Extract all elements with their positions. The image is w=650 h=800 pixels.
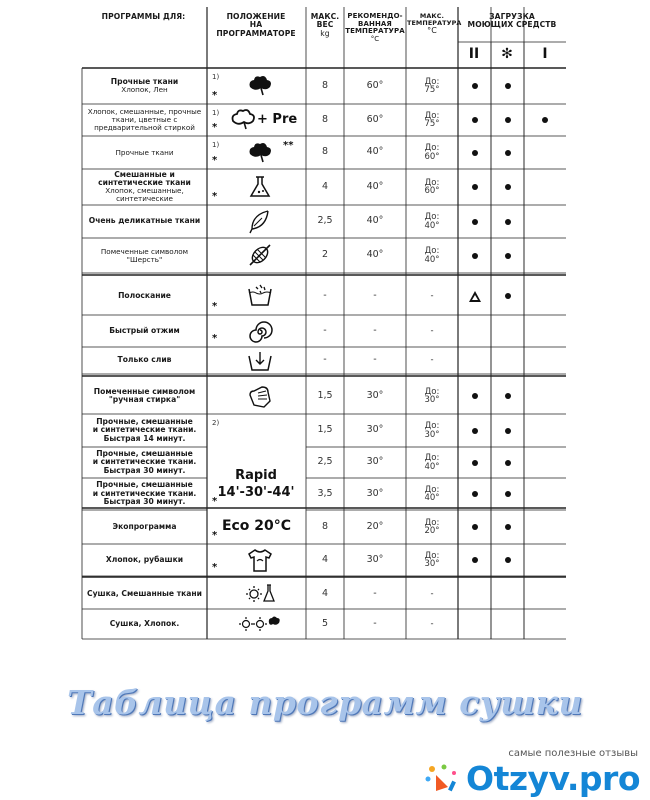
asterisk-mark: *	[212, 90, 218, 101]
max-weight-value: 8	[321, 520, 329, 532]
detergent-d1-cell	[524, 238, 566, 273]
dot-mark	[472, 117, 478, 123]
program-name	[82, 169, 207, 205]
detergent-ds-cell	[491, 579, 524, 609]
header-position-line2: НА	[249, 20, 263, 30]
detergent-d1-cell	[524, 447, 566, 478]
rec-temp-value: 60°	[366, 79, 384, 91]
dot-mark	[472, 393, 478, 399]
max-temp-value	[406, 277, 458, 315]
max-temp-prefix: До:	[424, 484, 440, 495]
rec-temp-value: 40°	[366, 249, 384, 261]
header-rec-temp	[344, 13, 406, 44]
rec-temp-value: 30°	[366, 424, 384, 436]
max-temp-prefix: До:	[424, 143, 440, 153]
max-temp-value	[406, 104, 458, 136]
softener-icon: ✻	[501, 46, 513, 62]
program-name	[82, 104, 207, 136]
program-name	[82, 414, 207, 447]
triangle-mark	[469, 291, 481, 302]
max-temp-prefix: -	[430, 355, 434, 366]
rec-temp-value: -	[373, 587, 377, 599]
header-weight-line2: ВЕС	[316, 20, 334, 30]
max-temp-prefix: До:	[424, 550, 440, 561]
detergent-d2-cell	[458, 447, 491, 478]
detergent-d1-cell	[524, 169, 566, 205]
detergent-ds-cell	[491, 447, 524, 478]
watermark-tagline: самые полезные отзывы	[508, 748, 638, 759]
max-weight-value: 5	[321, 617, 329, 629]
program-name	[82, 347, 207, 374]
footnote-mark: 1)	[212, 109, 220, 117]
rec-temp-value: -	[373, 289, 377, 301]
max-temp-prefix: До:	[424, 76, 440, 87]
detergent-d2-cell	[458, 315, 491, 347]
max-temp-prefix: До:	[424, 421, 440, 431]
detergent-d1-cell	[524, 68, 566, 104]
detergent-ds-cell	[491, 136, 524, 169]
max-temp-number: 40°	[424, 493, 440, 503]
rec-temp-value: 40°	[366, 146, 384, 158]
asterisk-mark: *	[212, 301, 218, 312]
program-name-main: Сушка, Смешанные ткани	[87, 588, 202, 598]
detergent-d1-cell	[524, 205, 566, 238]
caption-title: Таблица программ сушки	[67, 683, 583, 722]
max-temp-value	[406, 136, 458, 169]
prewash-label: + Pre	[257, 112, 298, 127]
footnote-mark: 1)	[212, 141, 220, 149]
max-temp-prefix: До:	[424, 453, 440, 463]
max-weight-value: 2,5	[317, 456, 333, 468]
dot-mark	[542, 117, 548, 123]
program-name	[82, 510, 207, 544]
dot-mark	[472, 83, 478, 89]
max-temp-value	[406, 347, 458, 374]
detergent-ds-cell	[491, 277, 524, 315]
cotton-icon	[229, 107, 257, 133]
header-detergent-line1: ЗАГРУЗКА	[489, 12, 535, 21]
program-name-line2: и синтетические ткани.	[92, 425, 197, 435]
program-name	[82, 378, 207, 414]
detergent-ds-cell	[491, 414, 524, 447]
detergent-d1-cell	[524, 136, 566, 169]
dot-mark	[505, 150, 511, 156]
watermark-logo	[422, 760, 640, 796]
dot-mark	[472, 253, 478, 259]
max-weight-value: 1,5	[317, 424, 333, 436]
feather-icon	[246, 209, 276, 235]
program-name-main: Только слив	[117, 355, 172, 365]
program-name-line3: Быстрая 14 минут.	[103, 433, 186, 443]
max-temp-value	[406, 510, 458, 544]
max-temp-number: 40°	[424, 461, 440, 472]
detergent-d1-cell	[524, 544, 566, 576]
detergent-ds-cell	[491, 68, 524, 104]
detergent-d1-cell	[524, 315, 566, 347]
program-name-main: Прочные ткани	[110, 76, 179, 86]
cotton-icon	[246, 73, 276, 99]
footnote-mark: 2)	[212, 419, 220, 427]
rec-temp-value: 30°	[366, 487, 384, 499]
program-name	[82, 315, 207, 347]
shirt-icon	[246, 547, 276, 573]
hand-icon	[246, 383, 276, 409]
detergent-ds-cell	[491, 347, 524, 374]
header-maxtemp-unit: °C	[427, 26, 437, 36]
max-temp-prefix: До:	[424, 386, 440, 397]
footnote-mark: 1)	[212, 73, 220, 81]
drain-icon	[246, 348, 276, 374]
max-temp-prefix: -	[430, 618, 434, 629]
max-temp-prefix: До:	[424, 177, 440, 188]
flask-icon	[246, 174, 276, 200]
detergent-ds-cell	[491, 205, 524, 238]
program-name-line2: "ручная стирка"	[108, 395, 181, 404]
program-name	[82, 579, 207, 609]
detergent-d2-cell	[458, 136, 491, 169]
max-temp-value	[406, 205, 458, 238]
program-name	[82, 277, 207, 315]
rapid-symbol	[208, 468, 304, 502]
rec-temp-value: 30°	[366, 456, 384, 468]
program-name	[82, 609, 207, 639]
rec-temp-value: 40°	[366, 180, 384, 192]
rec-temp-value: 40°	[366, 215, 384, 227]
detergent-d1-cell	[524, 510, 566, 544]
detergent-d1-cell	[524, 378, 566, 414]
header-weight-line1: МАКС.	[310, 12, 340, 21]
max-weight-value: 1,5	[317, 389, 333, 401]
detergent-ds-cell	[491, 478, 524, 510]
header-detergent	[458, 13, 566, 30]
program-name-sub: Прочные ткани	[115, 147, 174, 157]
dot-mark	[505, 293, 511, 299]
max-temp-value	[406, 609, 458, 639]
program-name-sub: Хлопок, смешанные, синтетические	[105, 186, 184, 204]
max-temp-number: 40°	[424, 220, 440, 231]
dot-mark	[472, 428, 478, 434]
program-name	[82, 136, 207, 169]
max-temp-prefix: До:	[424, 517, 440, 528]
max-weight-value: 3,5	[317, 487, 333, 499]
yarn-icon	[246, 243, 276, 269]
detergent-d1-cell	[524, 347, 566, 374]
header-maxtemp-line2: ТЕМПЕРАТУРА	[407, 19, 462, 28]
detergent-d2-cell	[458, 104, 491, 136]
header-position	[208, 13, 304, 38]
detergent-d2-cell	[458, 238, 491, 273]
rec-temp-value: 30°	[366, 389, 384, 401]
rapid-durations: 14'-30'-44'	[217, 484, 295, 500]
detergent-d1-cell	[524, 478, 566, 510]
max-temp-prefix: -	[430, 325, 434, 336]
rinse-icon	[246, 283, 276, 309]
header-rec-line2: ВАННАЯ	[358, 19, 392, 28]
detergent-d2-cell	[458, 347, 491, 374]
program-name	[82, 544, 207, 576]
max-temp-number: 60°	[424, 186, 440, 196]
detergent-ds-cell	[491, 510, 524, 544]
asterisk-mark: *	[212, 155, 218, 166]
max-temp-value	[406, 378, 458, 414]
program-name	[82, 478, 207, 510]
eco-label: Eco 20°C	[221, 518, 292, 534]
program-table	[80, 0, 566, 676]
max-temp-prefix: До:	[424, 110, 440, 121]
dot-mark	[505, 219, 511, 225]
header-max-weight	[307, 13, 343, 38]
detergent-d2-cell	[458, 510, 491, 544]
detergent-d2-cell	[458, 414, 491, 447]
dot-mark	[505, 557, 511, 563]
program-name-main: Полоскание	[118, 290, 171, 300]
dot-mark	[472, 150, 478, 156]
asterisk-mark: *	[212, 496, 218, 507]
header-detergent-line2: МОЮЩИХ СРЕДСТВ	[467, 20, 557, 30]
program-name-line3: Быстрая 30 минут.	[103, 497, 186, 507]
compartment-2-label: II	[468, 46, 480, 62]
detergent-ds-cell	[491, 315, 524, 347]
dot-mark	[505, 428, 511, 434]
max-weight-value: -	[323, 289, 327, 301]
header-rec-unit: °C	[370, 35, 380, 44]
confetti-icon	[422, 761, 466, 795]
max-temp-value	[406, 447, 458, 478]
rec-temp-value: 60°	[366, 113, 384, 125]
compartment-1-label: I	[542, 46, 548, 62]
dot-mark	[472, 184, 478, 190]
rapid-label: Rapid	[235, 468, 277, 483]
program-name-main: Прочные, смешанные	[96, 480, 193, 490]
header-position-line1: ПОЛОЖЕНИЕ	[226, 12, 286, 21]
dot-mark	[472, 524, 478, 530]
watermark-brand: Otzyv.pro	[466, 758, 640, 798]
max-temp-number: 75°	[424, 85, 440, 95]
program-name-main: Помеченные символом	[93, 386, 196, 396]
program-name-line2: и синтетические ткани.	[92, 488, 197, 498]
header-position-line3: ПРОГРАММАТОРЕ	[216, 28, 296, 38]
program-name-main: Экопрограмма	[112, 521, 177, 531]
max-temp-number: 30°	[424, 559, 440, 569]
detergent-ds-cell	[491, 169, 524, 205]
max-weight-value: -	[323, 354, 327, 366]
detergent-d2-cell	[458, 544, 491, 576]
program-name-main: Прочные, смешанные	[96, 448, 193, 458]
dot-mark	[505, 117, 511, 123]
max-weight-value: 8	[321, 79, 329, 91]
max-weight-value: -	[323, 324, 327, 336]
max-temp-prefix: -	[430, 290, 434, 301]
dry-cotton-icon	[239, 611, 283, 637]
dot-mark	[505, 83, 511, 89]
program-name	[82, 205, 207, 238]
detergent-d2-cell	[458, 68, 491, 104]
detergent-ds-cell	[491, 104, 524, 136]
header-programs: ПРОГРАММЫ ДЛЯ:	[101, 12, 186, 21]
program-name-main: Смешанные и синтетические ткани	[98, 169, 191, 188]
dry-mixed-icon	[246, 581, 276, 607]
max-temp-value	[406, 238, 458, 273]
max-temp-number: 40°	[424, 254, 440, 265]
rec-temp-value: 30°	[366, 553, 384, 565]
detergent-d2-cell	[458, 478, 491, 510]
detergent-d1-cell	[524, 414, 566, 447]
detergent-d2-cell	[458, 579, 491, 609]
max-weight-value: 2,5	[317, 215, 333, 227]
rec-temp-value: -	[373, 617, 377, 629]
dot-mark	[472, 557, 478, 563]
asterisk-mark: *	[212, 530, 218, 541]
cotton-icon	[246, 140, 276, 166]
dot-mark	[505, 460, 511, 466]
dot-mark	[472, 219, 478, 225]
program-name-main: Прочные, смешанные	[96, 416, 193, 426]
detergent-d1-cell	[524, 609, 566, 639]
dot-mark	[505, 184, 511, 190]
max-temp-value	[406, 68, 458, 104]
program-name-sub: Хлопок, смешанные, прочные ткани, цветные с предварительной стиркой	[87, 107, 202, 132]
program-name-line3: Быстрая 30 минут.	[103, 465, 186, 475]
program-name-main: Сушка, Хлопок.	[109, 618, 180, 628]
rec-temp-value: -	[373, 324, 377, 336]
header-rec-line1: РЕКОМЕНДО-	[347, 12, 403, 20]
program-name	[82, 68, 207, 104]
dot-mark	[505, 393, 511, 399]
max-weight-value: 8	[321, 146, 329, 158]
dot-mark	[472, 460, 478, 466]
max-weight-value: 4	[321, 553, 329, 565]
max-temp-number: 60°	[424, 151, 440, 162]
program-name-sub: Хлопок, Лен	[121, 85, 168, 95]
max-temp-prefix: До:	[424, 212, 440, 222]
max-temp-value	[406, 169, 458, 205]
max-temp-number: 20°	[424, 526, 440, 536]
header-rec-line3: ТЕМПЕРАТУРА	[345, 27, 405, 36]
detergent-ds-cell	[491, 544, 524, 576]
max-weight-value: 8	[321, 113, 329, 125]
asterisk-mark: *	[212, 191, 218, 202]
program-name-main: Хлопок, рубашки	[105, 554, 184, 564]
detergent-ds-cell	[491, 609, 524, 639]
program-name	[82, 447, 207, 478]
rec-temp-value: -	[373, 354, 377, 366]
max-weight-value: 4	[321, 587, 329, 599]
double-asterisk-mark: **	[283, 140, 294, 151]
detergent-d1-cell	[524, 579, 566, 609]
max-temp-value	[406, 579, 458, 609]
max-temp-value	[406, 478, 458, 510]
header-maxtemp-line1: МАКС.	[419, 12, 445, 20]
asterisk-mark: *	[212, 122, 218, 133]
max-temp-value	[406, 414, 458, 447]
program-name-sub: Помеченные символом "Шерсть"	[100, 246, 189, 264]
header-weight-unit: kg	[320, 28, 330, 38]
max-temp-prefix: -	[430, 588, 434, 599]
max-weight-value: 4	[321, 180, 329, 192]
max-weight-value: 2	[321, 249, 329, 261]
detergent-d2-cell	[458, 169, 491, 205]
dot-mark	[505, 491, 511, 497]
max-temp-number: 75°	[424, 119, 440, 129]
program-name-line2: и синтетические ткани.	[92, 457, 197, 467]
detergent-d1-cell	[524, 104, 566, 136]
asterisk-mark: *	[212, 333, 218, 344]
max-temp-number: 30°	[424, 429, 440, 440]
max-temp-prefix: До:	[424, 246, 440, 256]
detergent-d2-cell	[458, 277, 491, 315]
dot-mark	[505, 253, 511, 259]
detergent-d2-cell	[458, 205, 491, 238]
detergent-d2-cell	[458, 609, 491, 639]
detergent-ds-cell	[491, 378, 524, 414]
header-max-temp	[407, 12, 462, 36]
max-temp-value	[406, 544, 458, 576]
program-name	[82, 238, 207, 273]
detergent-ds-cell	[491, 238, 524, 273]
program-name-main: Очень деликатные ткани	[88, 216, 201, 226]
dot-mark	[505, 524, 511, 530]
detergent-d2-cell	[458, 378, 491, 414]
asterisk-mark: *	[212, 562, 218, 573]
rec-temp-value: 20°	[366, 520, 384, 532]
max-temp-value	[406, 315, 458, 347]
spin-icon	[246, 318, 276, 344]
program-name-main: Быстрый отжим	[109, 325, 180, 335]
dot-mark	[472, 491, 478, 497]
max-temp-number: 30°	[424, 395, 440, 405]
detergent-d1-cell	[524, 277, 566, 315]
